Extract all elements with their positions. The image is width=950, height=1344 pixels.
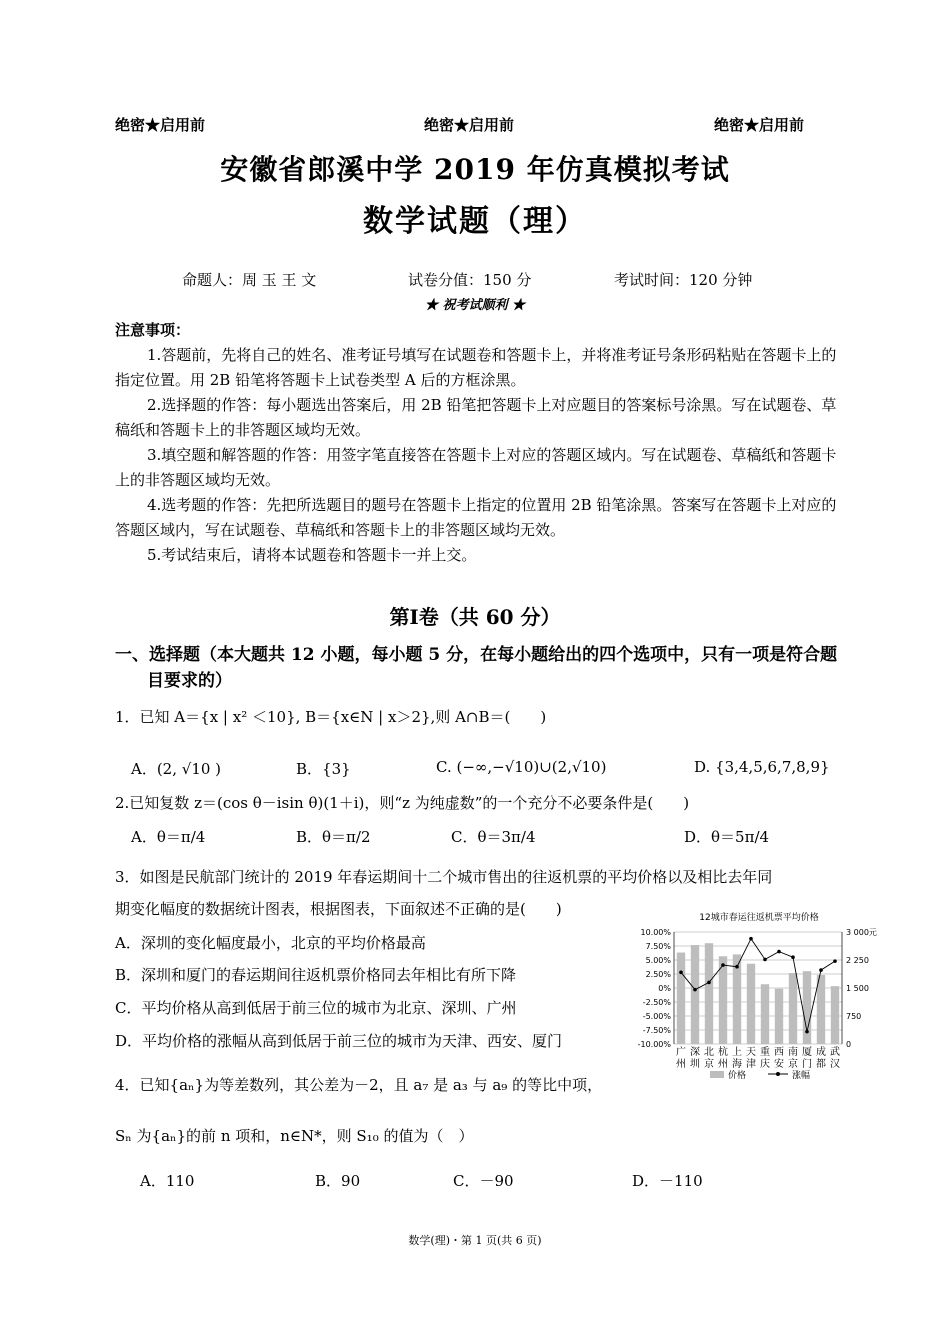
category-label: 重 [760, 1047, 770, 1058]
change-point [693, 988, 697, 992]
page-footer: 数学(理)・第 1 页(共 6 页) [408, 1234, 542, 1247]
category-label: 南 [788, 1047, 798, 1058]
category-label: 京 [704, 1059, 714, 1070]
part-heading: 第Ⅰ卷（共 60 分） [389, 605, 561, 629]
q2-option-b: B．θ＝π/2 [296, 828, 371, 846]
price-bar [761, 984, 769, 1044]
note-item: 4.选考题的作答：先把所选题目的题号在答题卡上指定的位置用 2B 铅笔涂黑。答案写在答题卡上对应的答题区域内，写在试题卷、草稿纸和答题卡上的非答题区域均无效。 [115, 496, 837, 539]
price-bar [705, 943, 713, 1044]
q3-option-d: D．平均价格的涨幅从高到低居于前三位的城市为天津、西安、厦门 [115, 1032, 563, 1050]
note-item: 1.答题前，先将自己的姓名、准考证号填写在试题卷和答题卡上，并将准考证号条形码粘贴在答题卡上的指定位置。用 2B 铅笔将答题卡上试卷类型 A 后的方框涂黑。 [115, 346, 837, 389]
change-point [735, 965, 739, 969]
q1-option-b: B．{3} [296, 760, 351, 778]
category-label: 海 [732, 1059, 742, 1070]
q3-stem-cont: 期变化幅度的数据统计图表，根据图表，下面叙述不正确的是( ) [115, 900, 562, 918]
q3-stem: 3．如图是民航部门统计的 2019 年春运期间十二个城市售出的往返机票的平均价格以及相比去年同 [115, 868, 773, 886]
right-tick-label: 0 [846, 1040, 852, 1049]
category-label: 广 [676, 1047, 686, 1058]
right-tick-label: 2 250 [846, 956, 869, 965]
category-label: 庆 [760, 1059, 770, 1070]
q2-stem: 2.已知复数 z＝(cos θ－isin θ)(1＋i)，则“z 为纯虚数”的一个充分不必要条件是( ) [115, 794, 690, 812]
change-line [681, 939, 835, 1032]
note-item: 3.填空题和解答题的作答：用签字笔直接答在答题卡上对应的答题区域内。写在试题卷、草稿纸和答题卡上的非答题区域均无效。 [115, 446, 837, 489]
q2-option-c: C．θ＝3π/4 [451, 828, 536, 846]
left-tick-label: 7.50% [645, 942, 671, 951]
price-bar [691, 945, 699, 1044]
category-label: 天 [746, 1047, 756, 1058]
q2-option-d: D．θ＝5π/4 [684, 828, 770, 846]
price-bar [817, 975, 825, 1044]
change-point [777, 950, 781, 954]
chart-title: 12城市春运往返机票平均价格 [699, 913, 819, 923]
left-tick-label: -2.50% [642, 998, 671, 1007]
category-label: 门 [802, 1059, 812, 1070]
change-point [805, 1030, 809, 1034]
category-label: 上 [732, 1047, 742, 1058]
q4-option-c: C．－90 [453, 1172, 514, 1190]
meta-authors: 命题人：周 玉 王 文 [182, 271, 317, 289]
q4-option-a: A．110 [140, 1172, 195, 1190]
q4-stem-cont: Sₙ 为{aₙ}的前 n 项和，n∈N*，则 S₁₀ 的值为（ ） [115, 1127, 474, 1145]
q3-option-a: A．深圳的变化幅度最小，北京的平均价格最高 [115, 934, 426, 952]
change-point [763, 958, 767, 962]
category-label: 汉 [830, 1059, 840, 1070]
left-tick-label: 0% [658, 984, 671, 993]
meta-time: 考试时间：120 分钟 [614, 271, 753, 289]
header-center: 绝密★启用前 [424, 116, 515, 134]
change-point [679, 971, 683, 975]
left-tick-label: 2.50% [645, 970, 671, 979]
q4-option-b: B．90 [315, 1172, 361, 1190]
category-label: 成 [816, 1047, 826, 1058]
change-point [791, 955, 795, 959]
left-tick-label: -5.00% [642, 1012, 671, 1021]
left-tick-label: 5.00% [645, 956, 671, 965]
legend-swatch-price [710, 1071, 724, 1078]
price-bar [677, 953, 685, 1044]
meta-score: 试卷分值：150 分 [408, 271, 532, 289]
category-label: 州 [676, 1059, 686, 1070]
section-heading: 一、选择题（本大题共 12 小题，每小题 5 分，在每小题给出的四个选项中，只有一项是符合题目要求的） [115, 645, 838, 691]
change-point [721, 963, 725, 967]
note-item: 5.考试结束后，请将本试题卷和答题卡一并上交。 [147, 546, 477, 564]
legend-change: 涨幅 [792, 1071, 811, 1081]
left-tick-label: 10.00% [640, 928, 671, 937]
q1-option-a: A．(2, √10 ) [131, 760, 222, 778]
header-left: 绝密★启用前 [115, 116, 206, 134]
price-bar [831, 986, 839, 1044]
header-right: 绝密★启用前 [714, 116, 805, 134]
q4-option-d: D．－110 [632, 1172, 703, 1190]
q3-option-b: B．深圳和厦门的春运期间往返机票价格同去年相比有所下降 [115, 966, 517, 984]
left-tick-label: -7.50% [642, 1026, 671, 1035]
notes-title: 注意事项： [115, 321, 191, 339]
category-label: 深 [690, 1047, 700, 1058]
exam-title: 安徽省郎溪中学 2019 年仿真模拟考试 [220, 153, 730, 186]
right-tick-label: 3 000元 [846, 928, 877, 937]
change-point [833, 959, 837, 963]
legend-price: 价格 [728, 1071, 747, 1081]
wish-line: ★ 祝考试顺利 ★ [424, 298, 526, 313]
change-point [749, 937, 753, 941]
category-label: 州 [718, 1059, 728, 1070]
right-tick-label: 1 500 [846, 984, 869, 993]
q1-option-c: C. (−∞,−√10)∪(2,√10) [436, 758, 607, 776]
exam-subtitle: 数学试题（理） [363, 204, 587, 239]
price-bar [775, 989, 783, 1044]
change-point [819, 968, 823, 972]
change-point [707, 981, 711, 985]
price-bar [747, 964, 755, 1044]
category-label: 都 [816, 1059, 826, 1070]
price-bar [719, 956, 727, 1044]
price-change-chart [628, 908, 890, 1092]
category-label: 武 [830, 1047, 840, 1058]
note-item: 2.选择题的作答：每小题选出答案后，用 2B 铅笔把答题卡上对应题目的答案标号涂黑。写在试题卷、草稿纸和答题卡上的非答题区域均无效。 [115, 396, 837, 439]
q2-option-a: A．θ＝π/4 [131, 828, 206, 846]
category-label: 厦 [802, 1047, 812, 1058]
category-label: 杭 [718, 1047, 728, 1058]
q4-stem: 4．已知{aₙ}为等差数列，其公差为－2，且 a₇ 是 a₃ 与 a₉ 的等比中项， [115, 1076, 603, 1094]
category-label: 津 [746, 1059, 756, 1070]
category-label: 安 [774, 1059, 784, 1070]
q3-option-c: C．平均价格从高到低居于前三位的城市为北京、深圳、广州 [115, 999, 517, 1017]
category-label: 京 [788, 1059, 798, 1070]
category-label: 北 [704, 1047, 714, 1058]
right-tick-label: 750 [846, 1012, 862, 1021]
left-tick-label: -10.00% [637, 1040, 671, 1049]
price-bar [789, 973, 797, 1044]
category-label: 西 [774, 1047, 784, 1058]
q1-stem: 1．已知 A＝{x | x² ＜10}, B＝{x∈N | x＞2},则 A∩B＝( ) [115, 708, 547, 726]
q1-option-d: D. {3,4,5,6,7,8,9} [694, 758, 830, 776]
category-label: 圳 [690, 1059, 700, 1070]
